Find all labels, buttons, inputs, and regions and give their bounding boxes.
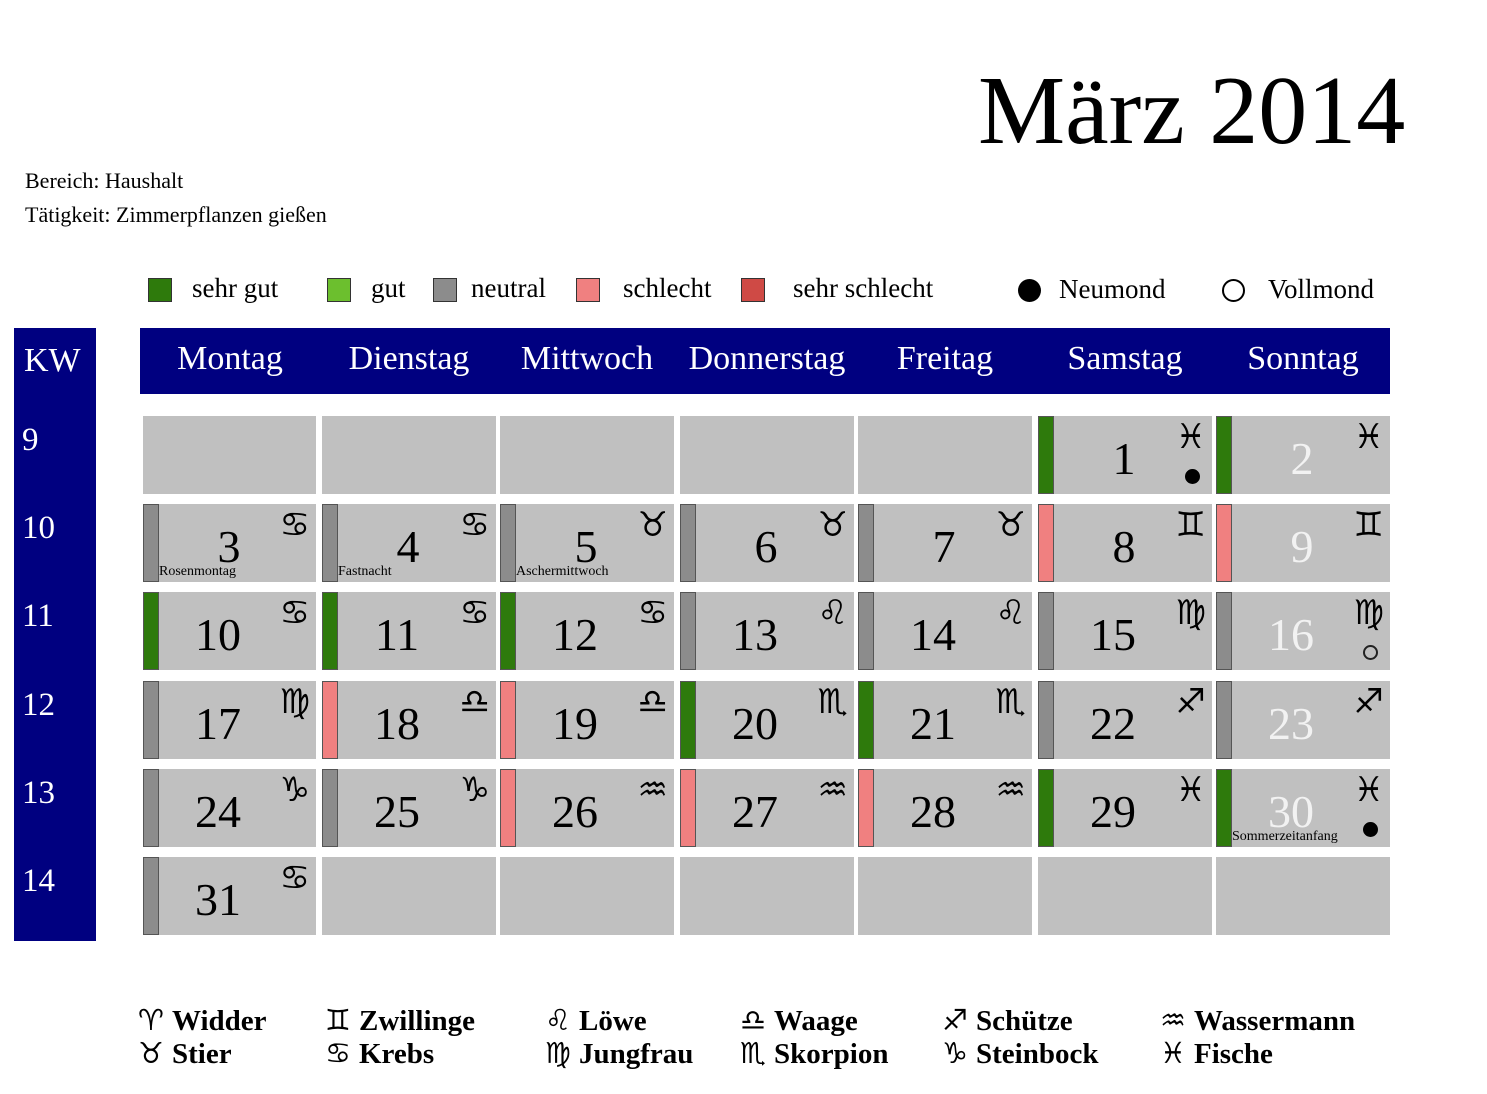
week-number: 10	[22, 510, 55, 546]
zodiac-icon: ♋	[459, 593, 490, 633]
taetigkeit-label: Tätigkeit: Zimmerpflanzen gießen	[25, 202, 327, 227]
rating-bar	[500, 592, 516, 670]
sehr-gut-swatch	[148, 278, 172, 302]
rating-bar	[1216, 592, 1232, 670]
zodiac-symbol-icon: ♋	[325, 1036, 351, 1070]
zodiac-symbol-icon: ♍	[545, 1036, 571, 1070]
weekday-montag: Montag	[177, 340, 283, 377]
day-number: 26	[552, 786, 598, 837]
zodiac-legend-item	[942, 1036, 1098, 1071]
day-number: 25	[374, 786, 420, 837]
rating-bar	[322, 504, 338, 582]
zodiac-legend-item	[138, 1003, 267, 1038]
sehr-schlecht-swatch	[741, 278, 765, 302]
zodiac-symbol-icon: ♒	[1160, 1003, 1186, 1037]
zodiac-name: Widder	[172, 1005, 267, 1037]
day-cell[interactable]	[1038, 504, 1212, 582]
day-number: 11	[374, 609, 420, 660]
day-cell[interactable]	[680, 769, 854, 847]
zodiac-symbol-icon: ♉	[138, 1036, 164, 1070]
day-number: 23	[1268, 698, 1314, 749]
empty-day-cell	[858, 857, 1032, 935]
day-cell[interactable]	[680, 681, 854, 759]
day-cell[interactable]	[143, 681, 316, 759]
rating-bar	[858, 769, 874, 847]
empty-day-cell	[680, 857, 854, 935]
day-number: 9	[1290, 521, 1314, 572]
zodiac-icon: ♍	[1353, 593, 1384, 633]
day-number: 12	[552, 609, 598, 660]
weekday-mittwoch: Mittwoch	[520, 340, 654, 377]
kw-header: KW	[24, 342, 81, 379]
zodiac-name: Jungfrau	[579, 1038, 694, 1070]
weekday-freitag: Freitag	[896, 340, 994, 377]
gut-swatch	[327, 278, 351, 302]
neutral-label: neutral	[471, 273, 546, 303]
rating-bar	[1038, 592, 1054, 670]
zodiac-icon: ♓	[1175, 417, 1206, 457]
zodiac-symbol-icon: ♎	[740, 1003, 766, 1037]
day-cell[interactable]	[858, 592, 1032, 670]
zodiac-icon: ♓	[1175, 770, 1206, 810]
rating-bar	[680, 681, 696, 759]
day-cell[interactable]	[143, 857, 316, 935]
empty-day-cell	[1038, 857, 1212, 935]
zodiac-name: Löwe	[579, 1005, 647, 1037]
rating-bar	[858, 592, 874, 670]
day-number: 10	[195, 609, 241, 660]
rating-bar	[1038, 769, 1054, 847]
zodiac-icon: ♐	[1175, 682, 1206, 722]
day-number: 7	[932, 521, 956, 572]
empty-day-cell	[322, 416, 496, 494]
day-cell[interactable]	[1216, 681, 1390, 759]
zodiac-name: Krebs	[359, 1038, 435, 1070]
empty-day-cell	[1216, 857, 1390, 935]
day-cell[interactable]	[500, 769, 674, 847]
zodiac-symbol-icon: ♏	[740, 1036, 766, 1070]
zodiac-legend-item	[740, 1036, 888, 1071]
zodiac-icon: ♉	[995, 505, 1026, 545]
zodiac-name: Skorpion	[774, 1038, 889, 1070]
rating-bar	[143, 681, 159, 759]
weekday-dienstag: Dienstag	[348, 340, 470, 377]
schlecht-label: schlecht	[623, 273, 712, 303]
zodiac-icon: ♒	[637, 770, 668, 810]
rating-bar	[500, 681, 516, 759]
sehr-schlecht-label: sehr schlecht	[793, 273, 934, 303]
zodiac-icon: ♋	[279, 858, 310, 898]
zodiac-icon: ♌	[995, 593, 1026, 633]
day-cell[interactable]	[858, 769, 1032, 847]
zodiac-icon: ♑	[279, 770, 310, 810]
day-number: 2	[1290, 433, 1314, 484]
rating-bar	[1038, 416, 1054, 494]
rating-bar	[322, 592, 338, 670]
gut-label: gut	[371, 273, 406, 303]
zodiac-name: Waage	[774, 1005, 858, 1037]
zodiac-icon: ♉	[637, 505, 668, 545]
zodiac-icon: ♒	[995, 770, 1026, 810]
zodiac-legend-item	[325, 1003, 475, 1038]
rating-bar	[322, 769, 338, 847]
day-number: 24	[195, 786, 241, 837]
zodiac-icon: ♊	[1175, 505, 1206, 545]
day-cell[interactable]	[858, 504, 1032, 582]
zodiac-name: Zwillinge	[359, 1005, 476, 1037]
zodiac-symbol-icon: ♊	[325, 1003, 351, 1037]
zodiac-icon: ♎	[459, 682, 490, 722]
zodiac-name: Stier	[172, 1038, 232, 1070]
new-moon-icon	[1018, 279, 1041, 302]
day-cell[interactable]	[143, 504, 316, 582]
zodiac-name: Steinbock	[976, 1038, 1099, 1070]
zodiac-legend-item	[740, 1003, 858, 1038]
day-number: 20	[732, 698, 778, 749]
day-number: 31	[195, 874, 241, 925]
zodiac-icon: ♋	[459, 505, 490, 545]
rating-bar	[1216, 681, 1232, 759]
rating-bar	[322, 681, 338, 759]
day-number: 4	[396, 521, 420, 572]
day-number: 18	[374, 698, 420, 749]
rating-bar	[1038, 504, 1054, 582]
day-cell[interactable]	[143, 592, 316, 670]
holiday-label: Rosenmontag	[159, 564, 236, 579]
rating-bar	[680, 769, 696, 847]
day-cell[interactable]	[322, 504, 496, 582]
bereich-label: Bereich: Haushalt	[25, 168, 184, 193]
day-cell[interactable]	[322, 769, 496, 847]
schlecht-swatch	[576, 278, 600, 302]
zodiac-legend-item	[325, 1036, 434, 1071]
day-cell[interactable]	[680, 504, 854, 582]
zodiac-icon: ♑	[459, 770, 490, 810]
zodiac-icon: ♏	[817, 682, 848, 722]
zodiac-legend-item	[1160, 1003, 1355, 1038]
zodiac-legend-item	[545, 1003, 647, 1038]
week-number: 12	[22, 687, 55, 723]
empty-day-cell	[322, 857, 496, 935]
zodiac-icon: ♎	[637, 682, 668, 722]
zodiac-icon: ♍	[1175, 593, 1206, 633]
day-number: 21	[910, 698, 956, 749]
zodiac-icon: ♋	[279, 505, 310, 545]
day-number: 22	[1090, 698, 1136, 749]
weekday-samstag: Samstag	[1067, 340, 1183, 377]
day-number: 17	[195, 698, 241, 749]
zodiac-name: Wassermann	[1194, 1005, 1356, 1037]
rating-bar	[1038, 681, 1054, 759]
rating-bar	[143, 857, 159, 935]
rating-bar	[1216, 416, 1232, 494]
zodiac-symbol-icon: ♈	[138, 1003, 164, 1037]
zodiac-icon: ♐	[1353, 682, 1384, 722]
holiday-label: Fastnacht	[338, 564, 392, 579]
zodiac-icon: ♊	[1353, 505, 1384, 545]
rating-bar	[143, 769, 159, 847]
day-cell[interactable]	[143, 769, 316, 847]
holiday-label: Aschermittwoch	[516, 564, 609, 579]
full-moon-icon	[1222, 279, 1245, 302]
week-number: 13	[22, 775, 55, 811]
day-cell[interactable]	[322, 681, 496, 759]
day-number: 1	[1112, 433, 1136, 484]
day-cell[interactable]	[500, 681, 674, 759]
zodiac-icon: ♓	[1353, 417, 1384, 457]
rating-bar	[143, 592, 159, 670]
day-cell[interactable]	[1038, 592, 1212, 670]
day-cell[interactable]	[1216, 504, 1390, 582]
rating-bar	[1216, 769, 1232, 847]
zodiac-symbol-icon: ♐	[942, 1003, 968, 1037]
day-number: 29	[1090, 786, 1136, 837]
neutral-swatch	[433, 278, 457, 302]
rating-bar	[680, 504, 696, 582]
rating-bar	[858, 504, 874, 582]
zodiac-name: Schütze	[976, 1005, 1073, 1037]
zodiac-icon: ♒	[817, 770, 848, 810]
zodiac-icon: ♋	[637, 593, 668, 633]
day-number: 8	[1112, 521, 1136, 572]
page-title: März 2014	[978, 57, 1406, 165]
week-number: 11	[22, 598, 54, 634]
empty-day-cell	[858, 416, 1032, 494]
empty-day-cell	[680, 416, 854, 494]
zodiac-icon: ♍	[279, 682, 310, 722]
zodiac-icon: ♌	[817, 593, 848, 633]
day-number: 14	[910, 609, 956, 660]
day-cell[interactable]	[858, 681, 1032, 759]
day-cell[interactable]	[680, 592, 854, 670]
zodiac-icon: ♋	[279, 593, 310, 633]
new-moon-icon	[1185, 469, 1200, 484]
zodiac-legend-item	[545, 1036, 693, 1071]
day-number: 28	[910, 786, 956, 837]
zodiac-icon: ♓	[1353, 770, 1384, 810]
empty-day-cell	[500, 416, 674, 494]
day-number: 16	[1268, 609, 1314, 660]
rating-bar	[500, 769, 516, 847]
day-number: 30	[1268, 786, 1314, 837]
day-cell[interactable]	[322, 592, 496, 670]
day-number: 3	[217, 521, 241, 572]
new-moon-icon	[1363, 822, 1378, 837]
week-number: 9	[22, 422, 39, 458]
day-number: 13	[732, 609, 778, 660]
day-number: 27	[732, 786, 778, 837]
week-number: 14	[22, 863, 55, 899]
rating-bar	[143, 504, 159, 582]
day-cell[interactable]	[500, 592, 674, 670]
empty-day-cell	[500, 857, 674, 935]
rating-bar	[858, 681, 874, 759]
day-number: 5	[574, 521, 598, 572]
zodiac-legend-item	[1160, 1036, 1273, 1071]
zodiac-icon: ♏	[995, 682, 1026, 722]
day-cell[interactable]	[1216, 592, 1390, 670]
rating-bar	[1216, 504, 1232, 582]
zodiac-legend-item	[138, 1036, 232, 1071]
day-number: 15	[1090, 609, 1136, 660]
day-cell[interactable]	[1038, 681, 1212, 759]
day-number: 19	[552, 698, 598, 749]
day-cell[interactable]	[1038, 416, 1212, 494]
zodiac-symbol-icon: ♑	[942, 1036, 968, 1070]
day-cell[interactable]	[1216, 769, 1390, 847]
rating-bar	[500, 504, 516, 582]
day-cell[interactable]	[500, 504, 674, 582]
rating-bar	[680, 592, 696, 670]
weekday-donnerstag: Donnerstag	[688, 340, 846, 377]
vollmond-label: Vollmond	[1268, 274, 1375, 304]
zodiac-legend-item	[942, 1003, 1073, 1038]
holiday-label: Sommerzeitanfang	[1232, 829, 1338, 844]
day-cell[interactable]	[1038, 769, 1212, 847]
day-number: 6	[754, 521, 778, 572]
weekday-sonntag: Sonntag	[1247, 340, 1359, 377]
neumond-label: Neumond	[1059, 274, 1166, 304]
zodiac-icon: ♉	[817, 505, 848, 545]
empty-day-cell	[143, 416, 316, 494]
zodiac-symbol-icon: ♓	[1160, 1036, 1186, 1070]
full-moon-icon	[1363, 645, 1378, 660]
sehr-gut-label: sehr gut	[192, 273, 279, 303]
zodiac-name: Fische	[1194, 1038, 1273, 1070]
zodiac-symbol-icon: ♌	[545, 1003, 571, 1037]
day-cell[interactable]	[1216, 416, 1390, 494]
